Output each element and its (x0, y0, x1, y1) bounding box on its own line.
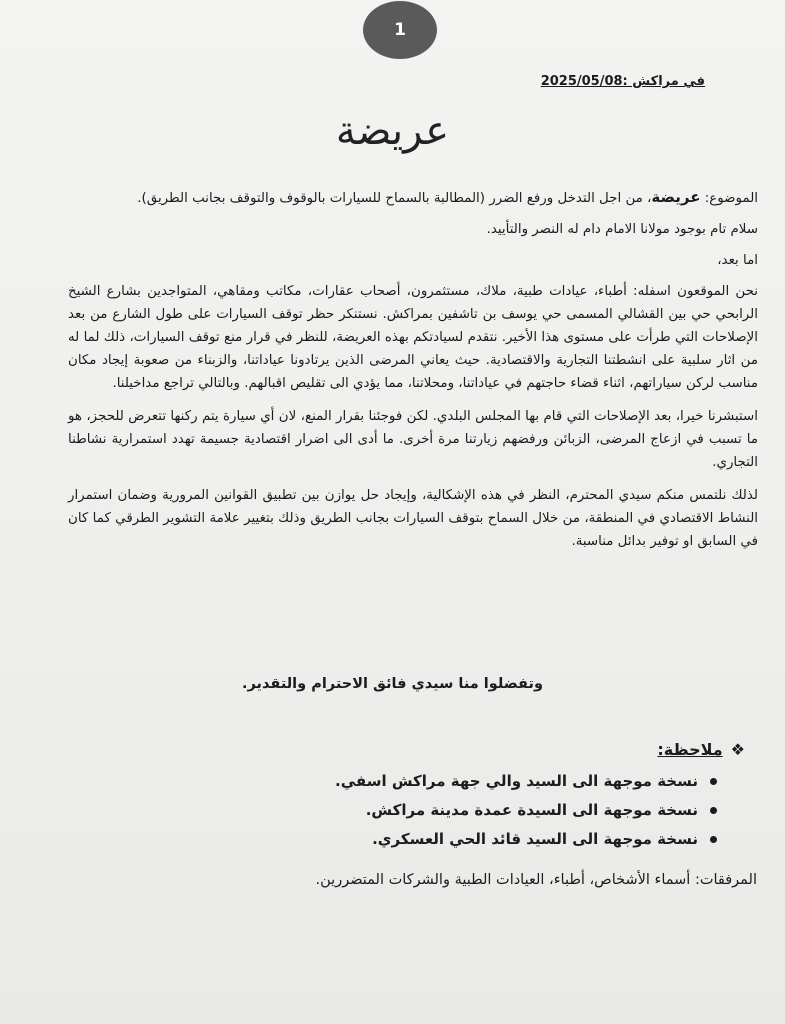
document-body (68, 186, 758, 563)
diamond-bullet-icon: ❖ (730, 740, 745, 759)
bullet-icon (710, 778, 717, 785)
note-item-text: نسخة موجهة الى السيد قائد الحي العسكري. (372, 830, 698, 848)
document-title: عريضة (335, 108, 450, 154)
greeting: سلام تام بوجود مولانا الامام دام له النصر والتأييد. (486, 222, 758, 237)
note-item-text: نسخة موجهة الى السيد والي جهة مراكش اسفي. (335, 772, 698, 790)
body-paragraph-3: لذلك نلتمس منكم سيدي المحترم، النظر في هذه الإشكالية، وإيجاد حل يوازن بين تطبيق القوانين المرورية وضمان استمرار النشاط الاقتصادي في المنطقة، من خلال السماح بتوقف السيارات بجانب الطريق وذلك بتغيير علامة التشوير الطرقي كما كان في السابق او توفير بدائل مناسبة. (68, 488, 758, 549)
note-list (145, 767, 745, 854)
subject-keyword: عريضة (651, 188, 701, 206)
subject-text: ، من اجل التدخل ورفع الضرر (المطالبة بالسماح للسيارات بالوقوف والتوقف بجانب الطريق). (137, 191, 652, 206)
page-number: 1 (394, 20, 406, 40)
list-item (145, 767, 717, 796)
closing-line: وتفضلوا منا سيدي فائق الاحترام والتقدير. (242, 676, 543, 692)
list-item (145, 825, 717, 854)
note-section (145, 740, 745, 854)
note-heading-label: ملاحظة: (657, 740, 723, 759)
opening: اما بعد، (717, 253, 758, 268)
list-item (145, 796, 717, 825)
page-number-badge (363, 1, 437, 59)
attachments-line: المرفقات: أسماء الأشخاص، أطباء، العيادات الطبية والشركات المتضررين. (315, 872, 757, 888)
note-item-text: نسخة موجهة الى السيدة عمدة مدينة مراكش. (365, 801, 698, 819)
subject-paragraph (68, 186, 758, 210)
bullet-icon (710, 836, 717, 843)
date-line: في مراكش :2025/05/08 (540, 74, 705, 89)
bullet-icon (710, 807, 717, 814)
body-paragraph-1: نحن الموقعون اسفله: أطباء، عيادات طبية، ملاك، مستثمرون، أصحاب عقارات، مكاتب ومقاهي، المتواجدين بشارع الشيخ الرابحي حي بين القشالي المسمى حي يوسف بن تاشفين بمراكش. نستنكر حظر توقف السيارات على طول الشارع من بعد الإصلاحات التي طرأت على مستوى هذا الأخير. نتقدم لسيادتكم بهذه العريضة، للنظر في قرار منع توقف السيارات، ذلك لما له من اثار سلبية على انشطتنا التجارية والاقتصادية. حيث يعاني المرضى الذين يرتادونا عياداتنا، والزبناء من صعوبة إيجاد مكان مناسب لركن سياراتهم، اثناء قضاء حاجتهم في عياداتنا، ومحلاتنا، مما يؤدي الى تقليص اقبالهم. وبالتالي تراجع مداخيلنا. (68, 284, 758, 391)
note-heading (145, 740, 745, 759)
body-paragraph-2: استبشرنا خيرا، بعد الإصلاحات التي قام بها المجلس البلدي. لكن فوجئنا بقرار المنع، لان أي سيارة يتم ركنها تتعرض للحجز، هو ما تسبب في ازعاج المرضى، الزبائن ورفضهم زيارتنا مرة أخرى. ما أدى الى اضرار اقتصادية جسيمة تهدد استمرارية نشاطنا التجاري. (68, 409, 758, 470)
subject-label: الموضوع: (704, 191, 758, 206)
